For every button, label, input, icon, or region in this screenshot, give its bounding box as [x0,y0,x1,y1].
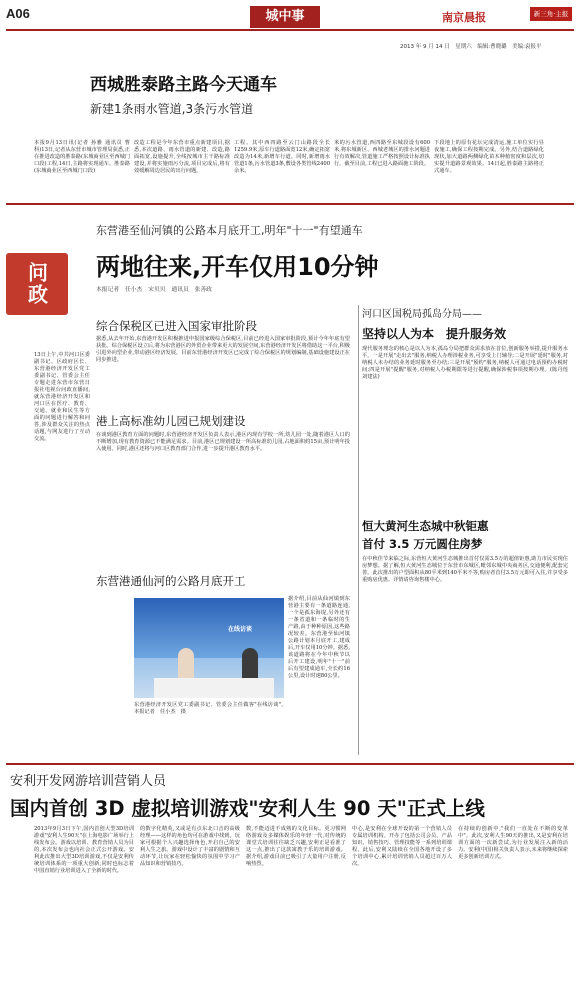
brand-box: 新三角·主报 [530,7,572,21]
section-divider [6,203,574,205]
page-number: A06 [6,6,30,21]
story3-subtitle1: 恒大黄河生态城中秋钜惠 [362,519,489,533]
studio-desk [154,678,274,698]
story3-header: 河口区国税局孤岛分局—— [362,309,482,320]
issue-meta: 2013 年 9 月 14 日 星期六 编辑:曹晓璐 美编:袁报平 [400,44,542,50]
studio-backdrop [134,598,284,658]
section-tab: 城中事 [250,6,320,28]
story4-kicker: 安利开发网游培训营销人员 [10,774,167,789]
story3-subtitle2: 首付 3.5 万元圆住房梦 [362,537,483,551]
story2-kicker: 东营港至仙河镇的公路本月底开工,明年"十一"有望通车 [96,224,363,237]
story2-subhead-c: 东营港通仙河的公路月底开工 [96,574,246,588]
story1-col2: 改造工程是今年东营市重点新建项目,据悉,本次道路、雨水管道的新建、改造,路面拓宽,设施提升,全线按城市主干路标准建设,并将实施雨污分流,项目完成后,将有效缓解周边居民的出行问题。 [134,140,230,174]
story3-body: 现代服务理念的核心是以人为本,孤岛分局把群众需求放在首位,创新服务举措,提升服务水平。一是开展"走出去"服务,纳税人办理涉税业务,可享受上门辅导;二是开展"延时"服务,对纳税人未办结的业务延时服务至办结;三是开展"预约"服务,纳税人可通过电话预约办税时间;四是开展"提醒"服务,对纳税人办税期限等进行提醒,确保涉税事项按期办理。(陈丹莲 刘建法) [362,346,574,380]
story1-col1: 本报9月13日讯(记者 孙雅 通讯员 曹科)13日,记者从东营市城市管理局获悉,正在推进改造的胜泰路(东城商业区至西城门口段)工程,14日,主路将实现通车。胜泰路(东城商业区至西城门口段) [34,140,130,174]
story4-col1: 2013年9月3日下午,国内首创大型3D培训游戏"安利人生90天"在上海电影广场举行上线发布会。游戏以培训、教育营销人员为目的,本次发布会也向社会正式公开游戏。安利此次推出大型3D培训游戏,不仅是安利传统培训体系的一项重大创新,同时也标志着中国直销行业培训进入了全新的时代。 [34,826,134,874]
story4-col5: 在持续的创新中,"我们一直处在不断的变革中"。此次,安利人生90天的推出,又是安利在培训方面的一次新尝试,为行业发展注入新的活力。安利(中国)相关负责人表示,未来将继续探索更多创新培训方式。 [458,826,568,860]
story2-title: 两地往来,开车仅用10分钟 [96,253,379,281]
story2-para-a: 据悉,从去年开始,东营港开发区积极推进申报国家级综合保税区,目前已经进入国家审批阶段,预计今年年底有望获批。综合保税区设立后,将为东营港区的外贸企业带来更大的发展空间,东营港经济开发区将借助这一平台,积极引进外向型企业,带动港区经济发展。目前东营港经济开发区已完成了综合保税区的规划编制,基础设施建设正在同步推进。 [96,336,350,363]
story1-col4: 米的污水管道,西四路至东城段设有600米,将东城新区、西城老城区的排水问题进行有效解决,管道施工严格按照设计标准执行。截至目前,工程已进入路面施工阶段。 [334,140,430,167]
story4-col3: 数,不能迈进不成熟的文化目标。更习惯网络游戏及多媒体娱乐的年轻一代,对传统的课堂式培训往往缺乏兴趣,安利正是看准了这一点,推出了这款寓教于乐的培训游戏。据介绍,游戏目前已吸引了大量用户注册,反响热烈。 [246,826,346,867]
story3-title: 坚持以人为本 提升服务效 [362,327,507,341]
story2-byline: 本报记者 任小杰 宋贝贝 通讯员 张善政 [96,287,212,293]
wenzheng-badge: 问政 [6,253,68,315]
story4-col2: 的数字化精英,又或是有点东北口音的高级经理——这样的角色均可在游戏中找到。玩家可根据个人兴趣选择角色,开启自己的安利人生之旅。游戏中设计了丰富的剧情和互动环节,让玩家在轻松愉快的氛围中学习产品知识和营销技巧。 [140,826,240,867]
section-divider-bottom [6,763,574,765]
photo-screen-label: 在线访谈 [228,626,253,633]
column-rule [358,305,359,755]
tv-studio-photo [134,598,284,698]
brand-name: 南京晨报 [442,11,486,24]
story1-title: 西城胜泰路主路今天通车 [90,75,277,95]
story2-subhead-a: 综合保税区已进入国家审批阶段 [96,319,257,333]
story2-sidebar: 13日上午,中共河口区委副书记、区政府区长、东营港经济开发区党工委副书记、管委会主任专题走进东营市东营日报社电视台问政直播间,就东营港经济开发区和河口区在医疗、教育、交通、就业和民生等方面的问题进行解答和问答,涉及群众关注的热点话题,与网友进行了互动交流。 [34,352,90,442]
story2-para-b: 在谈到港区教育方面的问题时,东营港经济开发区负责人表示,港区内现有学校一所,幼儿园一处,随着港区人口的不断增加,现有教育资源已不能满足需求。目前,港区已规划建设一所高标准幼儿园,占地面积约15亩,预计明年投入使用。同时,港区还将与河口区教育部门合作,进一步提升港区教育水平。 [96,432,350,452]
story2-subhead-b: 港上高标准幼儿园已规划建设 [96,414,246,428]
story3-sub-body: 在中秋佳节来临之际,东营恒大黄河生态城推出首付仅需3.5万的超值钜惠,助力市民实现住房梦想。据了解,恒大黄河生态城位于东营市东城区,毗邻东城中央商务区,交通便利,配套完善。此次推出的户型面积从80平米到140平米不等,购房者首付3.5万元即可入住,并享受多重购房优惠。详情请咨询售楼中心。 [362,556,568,583]
story1-subtitle: 新建1条雨水管道,3条污水管道 [90,102,254,116]
masthead-logo [430,5,574,25]
story4-col4: 中心,是安利在全球开设的第一个营销人员专属培训机构。开办了包括公司会员、产品知识、销售技巧、管理技能等一系列培训课程。此后,安利又陆续在全国各地开设了多个培训中心,累计培训营销人员超过百万人次。 [352,826,452,867]
story1-col5: 下段地上的原有花坛完成清运,施工单位实行昼夜施工,确保工程按期完成。另外,结合道路绿化现状,加大道路两侧绿化苗木种植密度和层次,切实提升道路景观效果。14日起,胜泰路主路将正式通车。 [434,140,544,174]
photo-caption: 东营港经济开发区党工委副书记、管委会主任做客"在线访谈"。 本报记者 任小杰 摄 [134,702,290,715]
story1-col3: 工程。其中西四路至云门山路段全长1259.9米,原车行道路面宽12米,确定拓宽改造为14米,新增车行道。同时,新增雨水管道1条,污水管道3条,敷设各类管线2400余米。 [234,140,330,174]
story4-title: 国内首创 3D 虚拟培训游戏"安利人生 90 天"正式上线 [10,797,485,820]
header-rule [6,29,574,31]
story2-para-c: 据介绍,目前从仙河镇到东营港主要有一条道路连通,一个是孤东海堤,另外还有一条省道和一条临时的生产路,由于种种原因,这些路况较差。东营港至仙河镇公路计划本月底开工,建成后,开车仅用10分钟。据悉,该道路将在今年中秋节以后开工建设,明年"十一"前后有望建成通车,全长约16公里,设计时速80公里。 [288,596,350,679]
